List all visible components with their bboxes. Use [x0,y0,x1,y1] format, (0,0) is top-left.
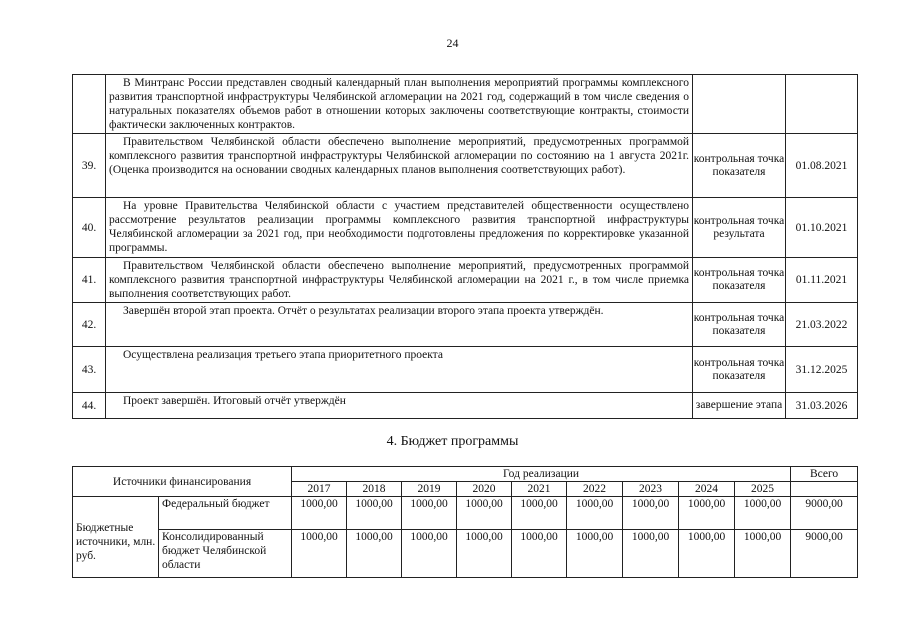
plan-row [73,258,858,303]
plan-row-number: 40. [73,198,106,258]
plan-table [72,74,858,419]
budget-value-cell: 1000,00 [457,497,512,530]
plan-row-type: контрольная точка показателя [693,258,786,303]
budget-total-cell: 9000,00 [791,497,858,530]
budget-value-cell: 1000,00 [623,530,679,578]
plan-row [73,393,858,419]
budget-total-cell: 9000,00 [791,530,858,578]
plan-row-number [73,75,106,134]
budget-value-cell: 1000,00 [347,497,402,530]
plan-row-type: контрольная точка показателя [693,303,786,347]
total-subheader-empty [791,482,858,497]
plan-row-date: 01.10.2021 [786,198,858,258]
plan-row-date: 31.03.2026 [786,393,858,419]
plan-row-date: 31.12.2025 [786,347,858,393]
budget-group-label: Бюджетные источники, млн. руб. [73,497,159,578]
plan-row-type: контрольная точка результата [693,198,786,258]
budget-value-cell: 1000,00 [735,497,791,530]
budget-table [72,466,858,578]
budget-value-cell: 1000,00 [623,497,679,530]
budget-value-cell: 1000,00 [292,530,347,578]
plan-row [73,198,858,258]
budget-value-cell: 1000,00 [567,497,623,530]
plan-row-description: Завершён второй этап проекта. Отчёт о результатах реализации второго этапа проекта утверждён. [106,303,693,347]
budget-value-cell: 1000,00 [679,497,735,530]
plan-row-description: Правительством Челябинской области обеспечено выполнение мероприятий, предусмотренных программой комплексного развития транспортной инфраструктуры Челябинской агломерации по состоянию на 1 августа 2021г. (Оценка производится на основании сводных календарных планов выполнения соответствующих работ). [106,134,693,198]
budget-value-cell: 1000,00 [735,530,791,578]
plan-row-number: 42. [73,303,106,347]
budget-value-cell: 1000,00 [347,530,402,578]
year-header: 2017 [292,482,347,497]
plan-row-type: контрольная точка показателя [693,347,786,393]
sources-header: Источники финансирования [73,467,292,497]
plan-row-date [786,75,858,134]
year-header: 2020 [457,482,512,497]
year-header: 2022 [567,482,623,497]
plan-row-description: Правительством Челябинской области обеспечено выполнение мероприятий, предусмотренных программой комплексного развития транспортной инфраструктуры Челябинской агломерации на 2021 г., в том числе приемка выполнения соответствующих работ. [106,258,693,303]
plan-row [73,303,858,347]
plan-row-type [693,75,786,134]
budget-source-name: Консолидированный бюджет Челябинской области [159,530,292,578]
plan-row-type: контрольная точка показателя [693,134,786,198]
plan-row-number: 41. [73,258,106,303]
budget-value-cell: 1000,00 [679,530,735,578]
plan-row-date: 21.03.2022 [786,303,858,347]
plan-row-date: 01.08.2021 [786,134,858,198]
budget-source-name: Федеральный бюджет [159,497,292,530]
plan-row-number: 43. [73,347,106,393]
years-header: Год реализации [292,467,791,482]
plan-row-number: 39. [73,134,106,198]
plan-row-description: В Минтранс России представлен сводный календарный план выполнения мероприятий программы комплексного развития транспортной инфраструктуры Челябинской агломерации на 2021 год, содержащий в том числе сведения о натуральных показателях объемов работ в отношении которых заключены соответствующие контракты, стоимости фактически заключенных контрактов. [106,75,693,134]
year-header: 2025 [735,482,791,497]
plan-row-type: завершение этапа [693,393,786,419]
budget-value-cell: 1000,00 [402,497,457,530]
plan-row [73,134,858,198]
budget-value-cell: 1000,00 [512,530,567,578]
year-header: 2019 [402,482,457,497]
year-header: 2018 [347,482,402,497]
plan-row-description: Проект завершён. Итоговый отчёт утверждён [106,393,693,419]
year-header: 2024 [679,482,735,497]
total-header: Всего [791,467,858,482]
year-header: 2023 [623,482,679,497]
plan-row-number: 44. [73,393,106,419]
budget-value-cell: 1000,00 [457,530,512,578]
plan-row-description: На уровне Правительства Челябинской области с участием представителей общественности осуществлено рассмотрение результатов реализации программы комплексного развития транспортной инфраструктуры Челябинской агломерации за 2021 год, при необходимости подготовлены предложения по корректировке указанной программы. [106,198,693,258]
year-header: 2021 [512,482,567,497]
budget-value-cell: 1000,00 [402,530,457,578]
plan-row-description: Осуществлена реализация третьего этапа приоритетного проекта [106,347,693,393]
budget-value-cell: 1000,00 [567,530,623,578]
budget-section-title: 4. Бюджет программы [386,434,519,449]
page-number: 24 [446,36,459,50]
plan-row [73,347,858,393]
plan-row [73,75,858,134]
budget-value-cell: 1000,00 [292,497,347,530]
budget-value-cell: 1000,00 [512,497,567,530]
plan-row-date: 01.11.2021 [786,258,858,303]
